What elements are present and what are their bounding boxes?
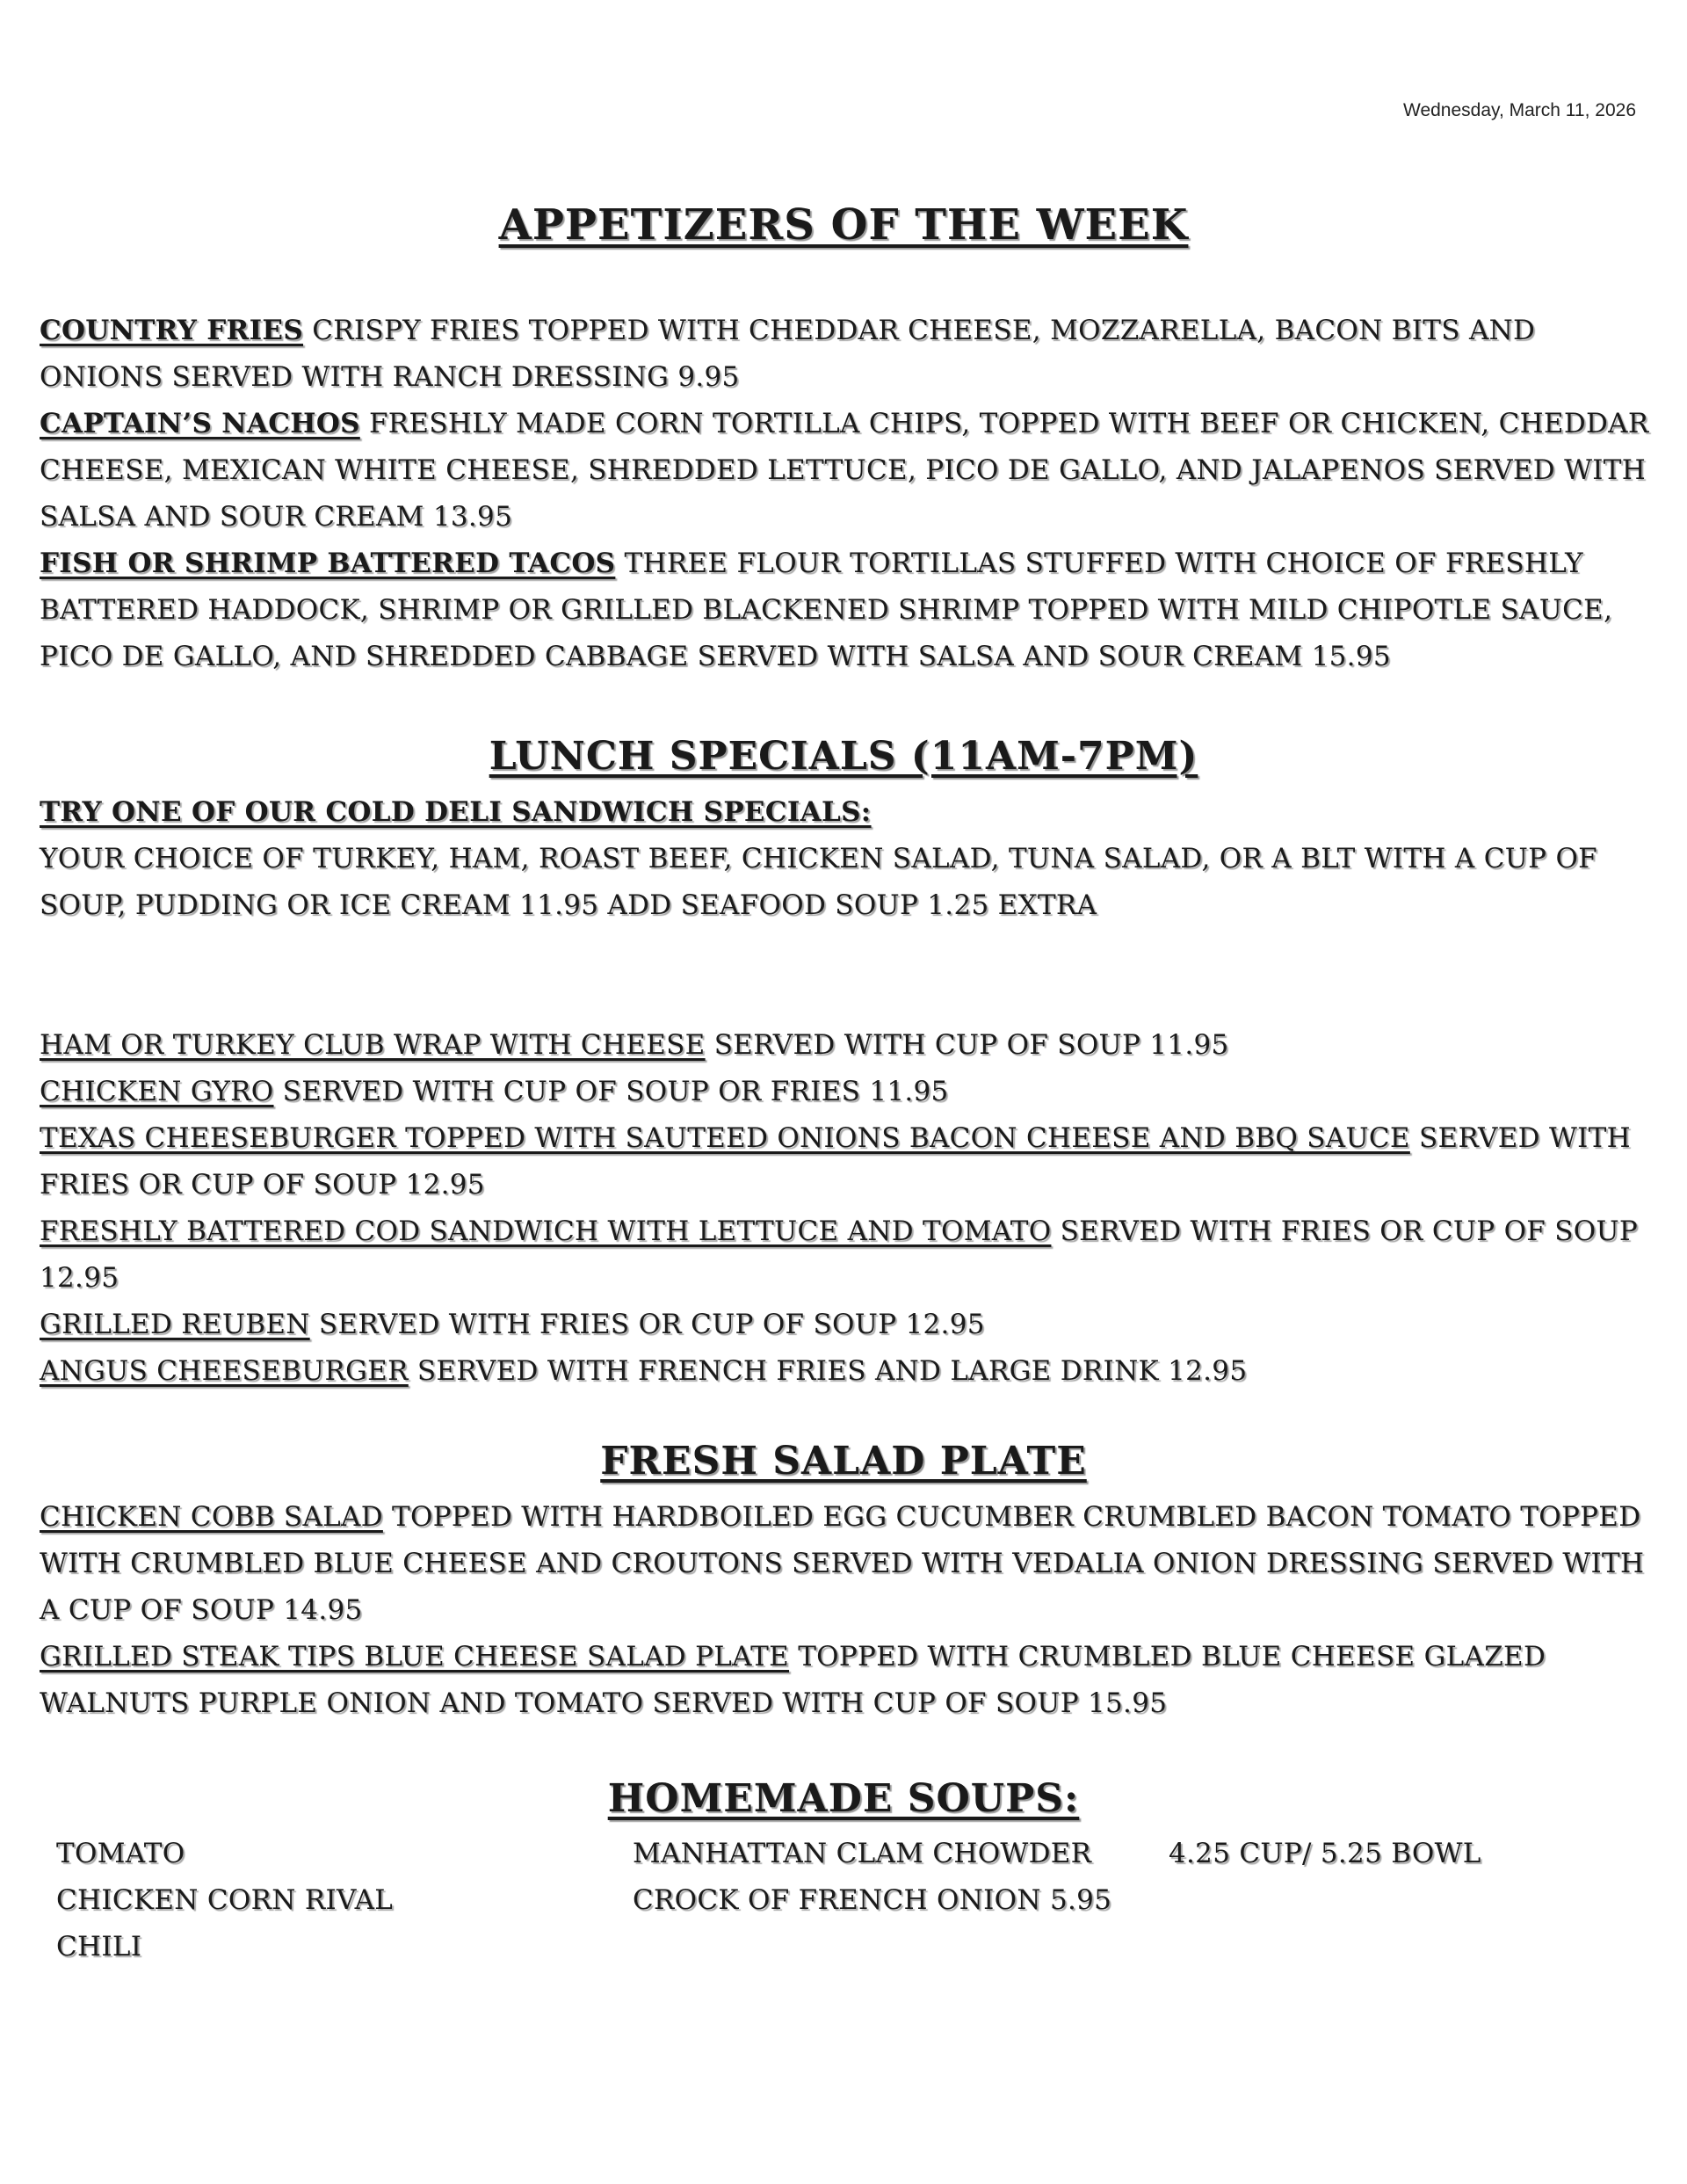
menu-item (40, 1494, 1656, 1634)
item-name: HAM OR TURKEY CLUB WRAP WITH CHEESE (40, 1029, 706, 1061)
item-name: GRILLED STEAK TIPS BLUE CHEESE SALAD PLATE (40, 1641, 790, 1672)
item-description: FRESHLY MADE CORN TORTILLA CHIPS, TOPPED WITH BEEF OR CHICKEN, CHEDDAR CHEESE, MEXICAN WHITE CHEESE, SHREDDED LETTUCE, PICO DE GALLO, AND JALAPENOS SERVED WITH SALSA AND SOUR CREAM 13.95 (40, 408, 1649, 533)
menu-item (40, 1302, 1656, 1348)
item-description: SERVED WITH FRENCH FRIES AND LARGE DRINK 12.95 (408, 1355, 1248, 1387)
menu-item (40, 401, 1656, 541)
item-description: CRISPY FRIES TOPPED WITH CHEDDAR CHEESE, MOZZARELLA, BACON BITS AND ONIONS SERVED WITH RANCH DRESSING 9.95 (40, 315, 1536, 393)
item-name: FRESHLY BATTERED COD SANDWICH WITH LETTUCE AND TOMATO (40, 1215, 1052, 1247)
menu-item (40, 1115, 1656, 1208)
deli-description: YOUR CHOICE OF TURKEY, HAM, ROAST BEEF, CHICKEN SALAD, TUNA SALAD, OR A BLT WITH A CUP OF SOUP, PUDDING OR ICE CREAM 11.95 ADD SEAFOOD SOUP 1.25 EXTRA (40, 843, 1597, 921)
item-description: TOPPED WITH HARDBOILED EGG CUCUMBER CRUMBLED BACON TOMATO TOPPED WITH CRUMBLED BLUE CHEESE AND CROUTONS SERVED WITH VEDALIA ONION DRESSING SERVED WITH A CUP OF SOUP 14.95 (40, 1501, 1645, 1626)
item-description: SERVED WITH FRIES OR CUP OF SOUP 12.95 (40, 1122, 1631, 1201)
soup-item: CHILI (56, 1931, 142, 1963)
item-name: CHICKEN COBB SALAD (40, 1501, 383, 1533)
menu-item (40, 541, 1656, 680)
item-name: CAPTAIN’S NACHOS (40, 408, 360, 439)
lunch-specials-heading: LUNCH SPECIALS (11AM-7PM) (489, 734, 1198, 779)
appetizers-heading: APPETIZERS OF THE WEEK (498, 200, 1189, 250)
menu-item (40, 1348, 1656, 1395)
item-description: SERVED WITH FRIES OR CUP OF SOUP 12.95 (40, 1215, 1639, 1294)
salad-list (40, 1494, 1656, 1727)
deli-specials (40, 789, 1656, 929)
soup-price (1169, 1831, 1481, 1877)
item-name: TEXAS CHEESEBURGER TOPPED WITH SAUTEED ONIONS BACON CHEESE AND BBQ SAUCE (40, 1122, 1410, 1154)
item-name: CHICKEN GYRO (40, 1076, 274, 1107)
soup-item: MANHATTAN CLAM CHOWDER (633, 1838, 1092, 1869)
item-name: ANGUS CHEESEBURGER (40, 1355, 409, 1387)
item-description: TOPPED WITH CRUMBLED BLUE CHEESE GLAZED WALNUTS PURPLE ONION AND TOMATO SERVED WITH CUP OF SOUP 15.95 (40, 1641, 1546, 1719)
menu-item (40, 1208, 1656, 1302)
deli-subheading: TRY ONE OF OUR COLD DELI SANDWICH SPECIALS: (40, 796, 872, 828)
item-name: FISH OR SHRIMP BATTERED TACOS (40, 548, 616, 579)
soup-price-text: 4.25 CUP/ 5.25 BOWL (1169, 1838, 1481, 1869)
menu-item (40, 308, 1656, 401)
lunch-items-list (40, 1022, 1656, 1395)
item-name: GRILLED REUBEN (40, 1309, 310, 1340)
date-stamp: Wednesday, March 11, 2026 (1403, 100, 1636, 120)
salad-heading: FRESH SALAD PLATE (600, 1439, 1087, 1484)
item-description: SERVED WITH FRIES OR CUP OF SOUP 12.95 (309, 1309, 985, 1340)
soup-item: TOMATO (56, 1838, 185, 1869)
item-description: SERVED WITH CUP OF SOUP OR FRIES 11.95 (273, 1076, 949, 1107)
item-name: COUNTRY FRIES (40, 315, 304, 346)
soups-heading: HOMEMADE SOUPS: (607, 1776, 1080, 1821)
soup-item: CHICKEN CORN RIVAL (56, 1884, 394, 1916)
appetizers-list (40, 308, 1656, 680)
menu-item (40, 1069, 1656, 1115)
item-description: SERVED WITH CUP OF SOUP 11.95 (705, 1029, 1229, 1061)
soup-item: CROCK OF FRENCH ONION 5.95 (633, 1884, 1112, 1916)
menu-item (40, 1022, 1656, 1069)
item-description: THREE FLOUR TORTILLAS STUFFED WITH CHOICE OF FRESHLY BATTERED HADDOCK, SHRIMP OR GRILLED BLACKENED SHRIMP TOPPED WITH MILD CHIPOTLE SAUCE, PICO DE GALLO, AND SHREDDED CABBAGE SERVED WITH SALSA AND SOUR CREAM 15.95 (40, 548, 1613, 672)
menu-item (40, 1634, 1656, 1727)
soups-column-left (56, 1831, 393, 1970)
soups-column-middle (633, 1831, 1111, 1924)
